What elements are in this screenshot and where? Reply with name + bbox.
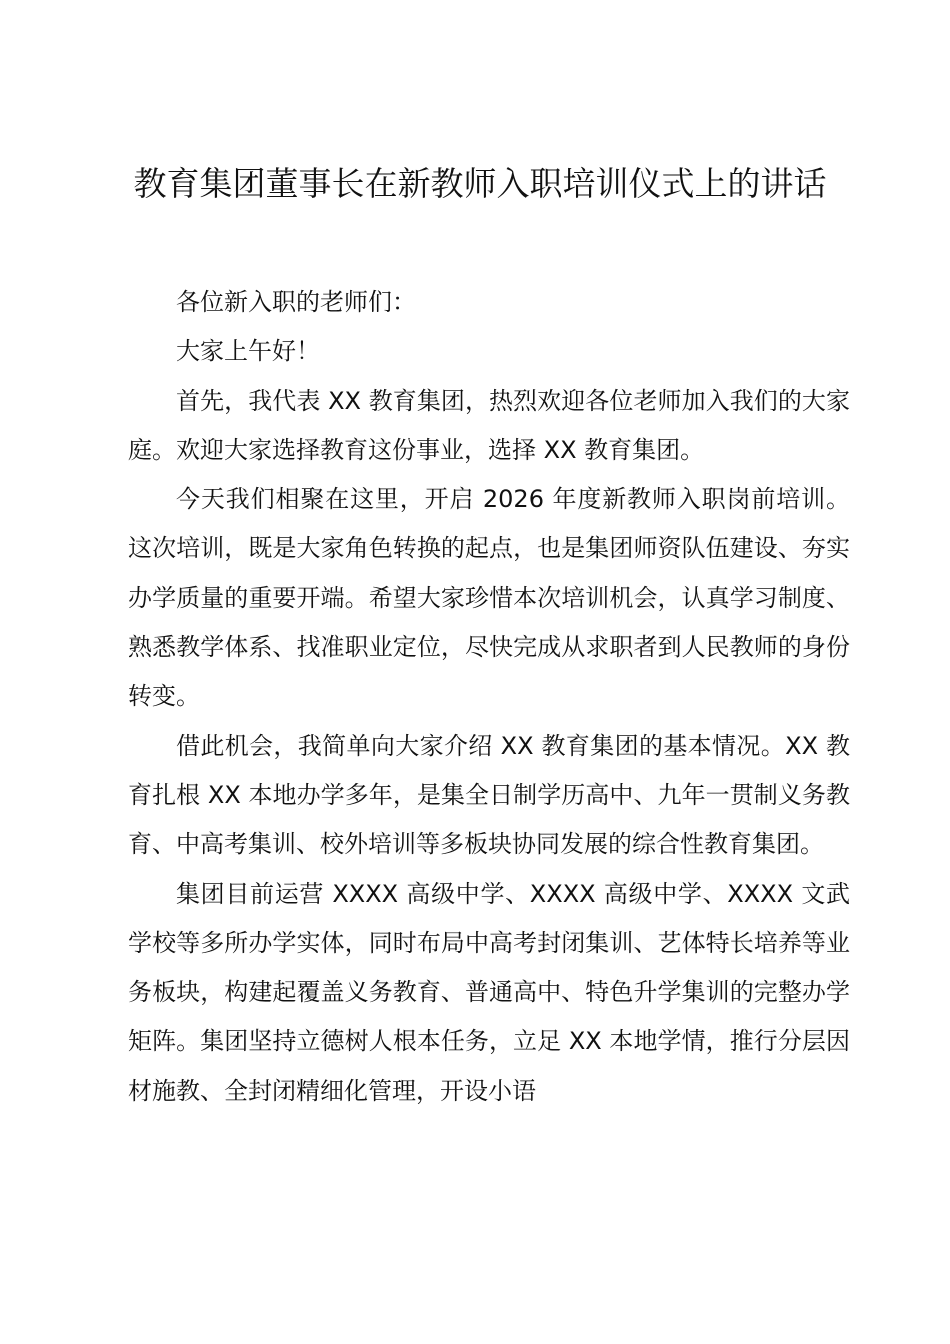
training-paragraph: 今天我们相聚在这里，开启 2026 年度新教师入职岗前培训。这次培训，既是大家角色转换的起点，也是集团师资队伍建设、夯实办学质量的重要开端。希望大家珍惜本次培训机会，认真学习制度、熟悉教学体系、找准职业定位，尽快完成从求职者到人民教师的身份转变。: [128, 485, 850, 711]
document-body: [128, 278, 850, 1116]
welcome-paragraph: 首先，我代表 XX 教育集团，热烈欢迎各位老师加入我们的大家庭。欢迎大家选择教育这份事业，选择 XX 教育集团。: [128, 386, 850, 464]
salutation-paragraph: 各位新入职的老师们：: [176, 288, 416, 316]
greeting-paragraph: 大家上午好！: [176, 337, 320, 366]
document-title: 教育集团董事长在新教师入职培训仪式上的讲话: [133, 164, 827, 203]
group-operations-paragraph: 集团目前运营 XXXX 高级中学、XXXX 高级中学、XXXX 文武学校等多所办学实体，同时布局中高考封闭集训、艺体特长培养等业务板块，构建起覆盖义务教育、普通高中、特色升学集训的完整办学矩阵。集团坚持立德树人根本任务，立足 XX 本地学情，推行分层因材施教、全封闭精细化管理，开设小语: [128, 879, 850, 1105]
group-introduction-paragraph: 借此机会，我简单向大家介绍 XX 教育集团的基本情况。XX 教育扎根 XX 本地办学多年，是集全日制学历高中、九年一贯制义务教育、中高考集训、校外培训等多板块协同发展的综合性教育集团。: [128, 731, 850, 859]
